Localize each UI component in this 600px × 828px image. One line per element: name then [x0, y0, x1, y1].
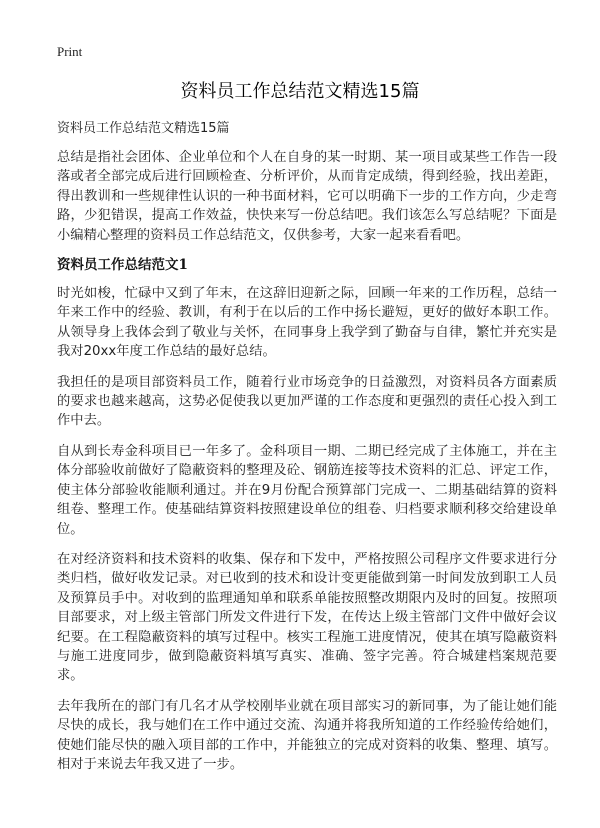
print-link[interactable]: Print: [57, 44, 83, 59]
body-paragraph-3: 自从到长寿金科项目已一年多了。金科项目一期、二期已经完成了主体施工，并在主体分部验收前做好了隐蔽资料的整理及砼、钢筋连接等技术资料的汇总、评定工作，使主体分部验收能顺利通过。并在9月份配合预算部门完成一、二期基础结算的资料组卷、整理工作。使基础结算资料按照建设单位的组卷、归档要求顺利移交给建设单位。: [57, 443, 557, 537]
intro-paragraph: 总结是指社会团体、企业单位和个人在自身的某一时期、某一项目或某些工作告一段落或者全部完成后进行回顾检查、分析评价，从而肯定成绩，得到经验，找出差距，得出教训和一些规律性认识的一种书面材料，它可以明确下一步的工作方向，少走弯路，少犯错误，提高工作效益，快快来写一份总结吧。我们该怎么写总结呢？下面是小编精心整理的资料员工作总结范文，仅供参考，大家一起来看看吧。: [57, 150, 557, 243]
article-subtitle: 资料员工作总结范文精选15篇: [57, 121, 230, 136]
body-paragraph-1: 时光如梭，忙碌中又到了年末，在这辞旧迎新之际，回顾一年来的工作历程，总结一年来工作中的经验、教训，有利于在以后的工作中扬长避短，更好的做好本职工作。从领导身上我体会到了敬业与关怀，在同事身上我学到了勤奋与自律，繁忙并充实是我对20xx年度工作总结的最好总结。: [57, 286, 557, 360]
section-heading: 资料员工作总结范文1: [57, 257, 188, 274]
body-paragraph-4: 在对经济资料和技术资料的收集、保存和下发中，严格按照公司程序文件要求进行分类归档，做好收发记录。对已收到的技术和设计变更能做到第一时间发放到职工人员及预算员手中。对收到的监理通知单和联系单能按照整改期限内及时的回复。按照项目部要求，对上级主管部门所发文件进行下发，在传达上级主管部门文件中做好会议纪要。在工程隐蔽资料的填写过程中。核实工程施工进度情况，使其在填写隐蔽资料与施工进度同步，做到隐蔽资料填写真实、准确、签字完善。符合城建档案规范要求。: [57, 551, 557, 684]
page-title: 资料员工作总结范文精选15篇: [180, 81, 420, 102]
body-paragraph-2: 我担任的是项目部资料员工作，随着行业市场竞争的日益激烈，对资料员各方面素质的要求也越来越高，这势必促使我以更加严谨的工作态度和更强烈的责任心投入到工作中去。: [57, 374, 557, 429]
article-body: [57, 120, 557, 785]
body-paragraph-5: 去年我所在的部门有几名才从学校刚毕业就在项目部实习的新同事，为了能让她们能尽快的成长，我与她们在工作中通过交流、沟通并将我所知道的工作经验传给她们，使她们能尽快的融入项目部的工作中，并能独立的完成对资料的收集、整理、填写。相对于来说去年我又进了一步。: [57, 698, 557, 772]
